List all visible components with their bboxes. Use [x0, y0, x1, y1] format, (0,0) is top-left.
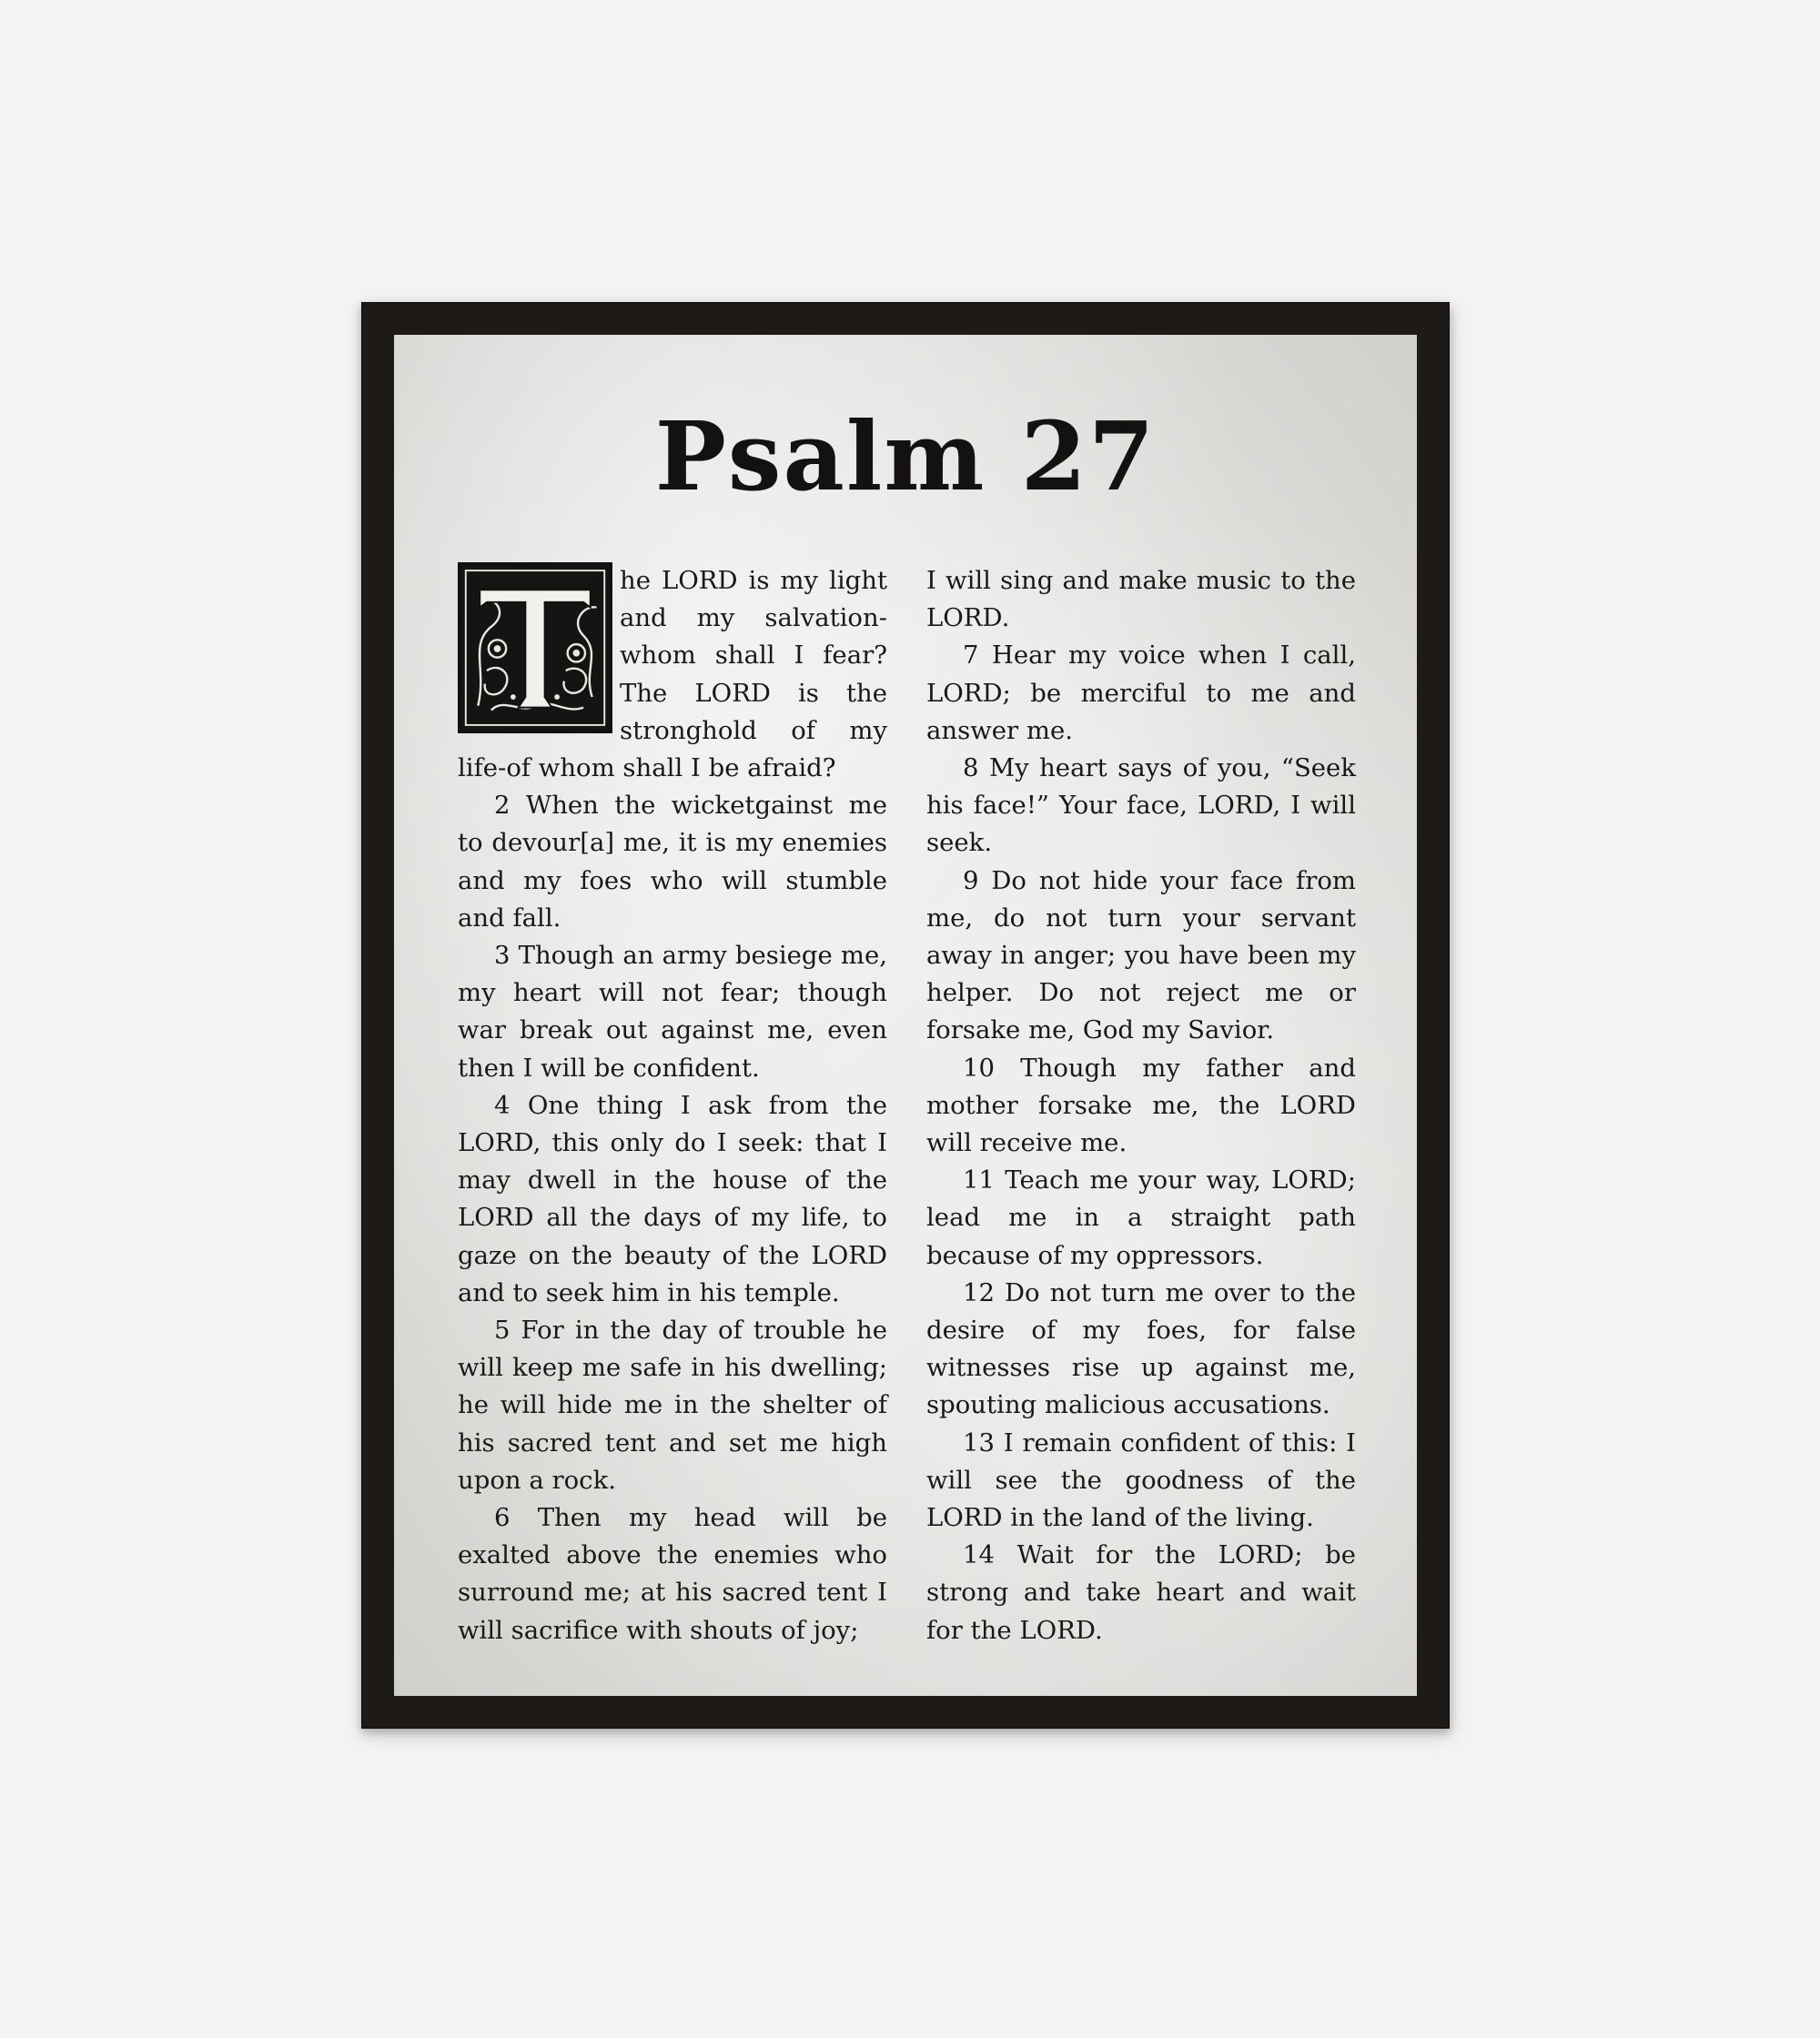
poster-paper [394, 335, 1417, 1696]
right-column [926, 562, 1356, 1650]
verse-4: 4 One thing I ask from the LORD, this only do I seek: that I may dwell in the house of the LORD all the days of my life, to gaze on the beauty of the LORD and to seek him in his temple. [458, 1090, 887, 1307]
verse-2: 2 When the wicketgainst me to devour[a] me, it is my enemies and my foes who will stumble and fall. [458, 791, 887, 933]
ornament-icon [460, 565, 610, 731]
verse-7: 7 Hear my voice when I call, LORD; be merciful to me and answer me. [926, 641, 1356, 745]
verse-8: 8 My heart says of you, “Seek his face!” Your face, LORD, I will seek. [926, 753, 1356, 858]
verse-13: 13 I remain confident of this: I will see the goodness of the LORD in the land of the living. [926, 1428, 1356, 1533]
poster-frame [361, 302, 1450, 1729]
verse-12: 12 Do not turn me over to the desire of my foes, for false witnesses rise up against me, spouting malicious accusations. [926, 1277, 1356, 1420]
verse-5: 5 For in the day of trouble he will keep me safe in his dwelling; he will hide me in the shelter of his sacred tent and set me high upon a rock. [458, 1316, 887, 1495]
verse-14: 14 Wait for the LORD; be strong and take heart and wait for the LORD. [926, 1540, 1356, 1645]
verse-10: 10 Though my father and mother forsake me, the LORD will receive me. [926, 1053, 1356, 1158]
verse-9: 9 Do not hide your face from me, do not turn your servant away in anger; you have been my helper. Do not reject me or forsake me, God my Savior. [926, 865, 1356, 1045]
left-column [458, 562, 887, 1650]
illuminated-initial [458, 562, 612, 733]
poster-title: Psalm 27 [654, 400, 1157, 512]
verse-11: 11 Teach me your way, LORD; lead me in a straight path because of my oppressors. [926, 1165, 1356, 1270]
verse-6: 6 Then my head will be exalted above the enemies who surround me; at his sacred tent I will sacrifice with shouts of joy; [458, 1503, 887, 1645]
verse-6-continued: I will sing and make music to the LORD. [926, 566, 1356, 633]
verse-1: he LORD is my light and my salvation-whom shall I fear? The LORD is the stronghold of my life-of whom shall I be afraid? [458, 566, 887, 783]
verse-3: 3 Though an army besiege me, my heart will not fear; though war break out against me, even then I will be confident. [458, 941, 887, 1083]
